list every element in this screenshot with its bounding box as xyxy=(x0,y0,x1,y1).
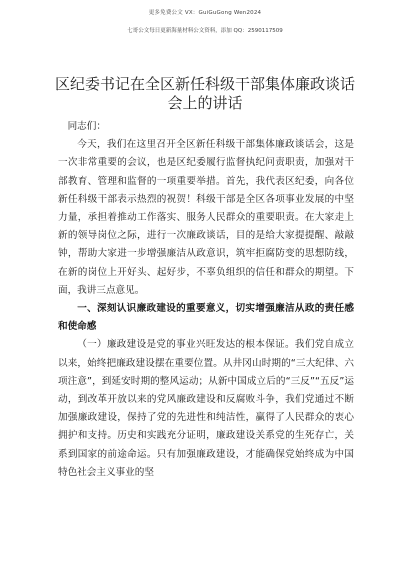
greeting: 同志们： xyxy=(67,121,106,132)
document-title: 区纪委书记在全区新任科级干部集体廉政谈话会上的讲话 xyxy=(54,75,355,112)
section-heading: 一、深刻认识廉政建设的重要意义，切实增强廉洁从政的责任感和使命感 xyxy=(58,303,354,333)
header-watermark-line: 更多免费公文 VX：GuiGuGong Wen2024 xyxy=(148,10,262,16)
document-body xyxy=(58,118,354,482)
body-paragraph: 今天，我们在这里召开全区新任科级干部集体廉政谈话会，这是一次非常重要的会议，也是区纪委履行监督执纪问责职责，加强对干部教育、管理和监督的一项重要举措。首先，我代表区纪委，向各位新任科级干部表示热烈的祝贺！科级干部是全区各项事业发展的中坚力量，承担着推动工作落实、服务人民群众的重要职责。在大家走上新的领导岗位之际，进行一次廉政谈话，目的是给大家提提醒、敲敲钟，帮助大家进一步增强廉洁从政意识，筑牢拒腐防变的思想防线，在新的岗位上开好头、起好步，不辜负组织的信任和群众的期望。下面，我讲三点意见。 xyxy=(58,139,354,296)
body-paragraph: （一）廉政建设是党的事业兴旺发达的根本保证。我们党自成立以来，始终把廉政建设摆在重要位置。从井冈山时期的“三大纪律、六项注意”，到延安时期的整风运动；从新中国成立后的“三反”“五反”运动，到改革开放以来的党风廉政建设和反腐败斗争，我们党通过不断加强廉政建设，保持了党的先进性和纯洁性，赢得了人民群众的衷心拥护和支持。历史和实践充分证明，廉政建设关系党的生死存亡，关系到国家的前途命运。只有加强廉政建设，才能确保党始终成为中国特色社会主义事业的坚 xyxy=(58,339,354,478)
header-sub-line: 七哥公文每日更新海量材料公文资料，添加 QQ：2590117509 xyxy=(127,28,283,34)
